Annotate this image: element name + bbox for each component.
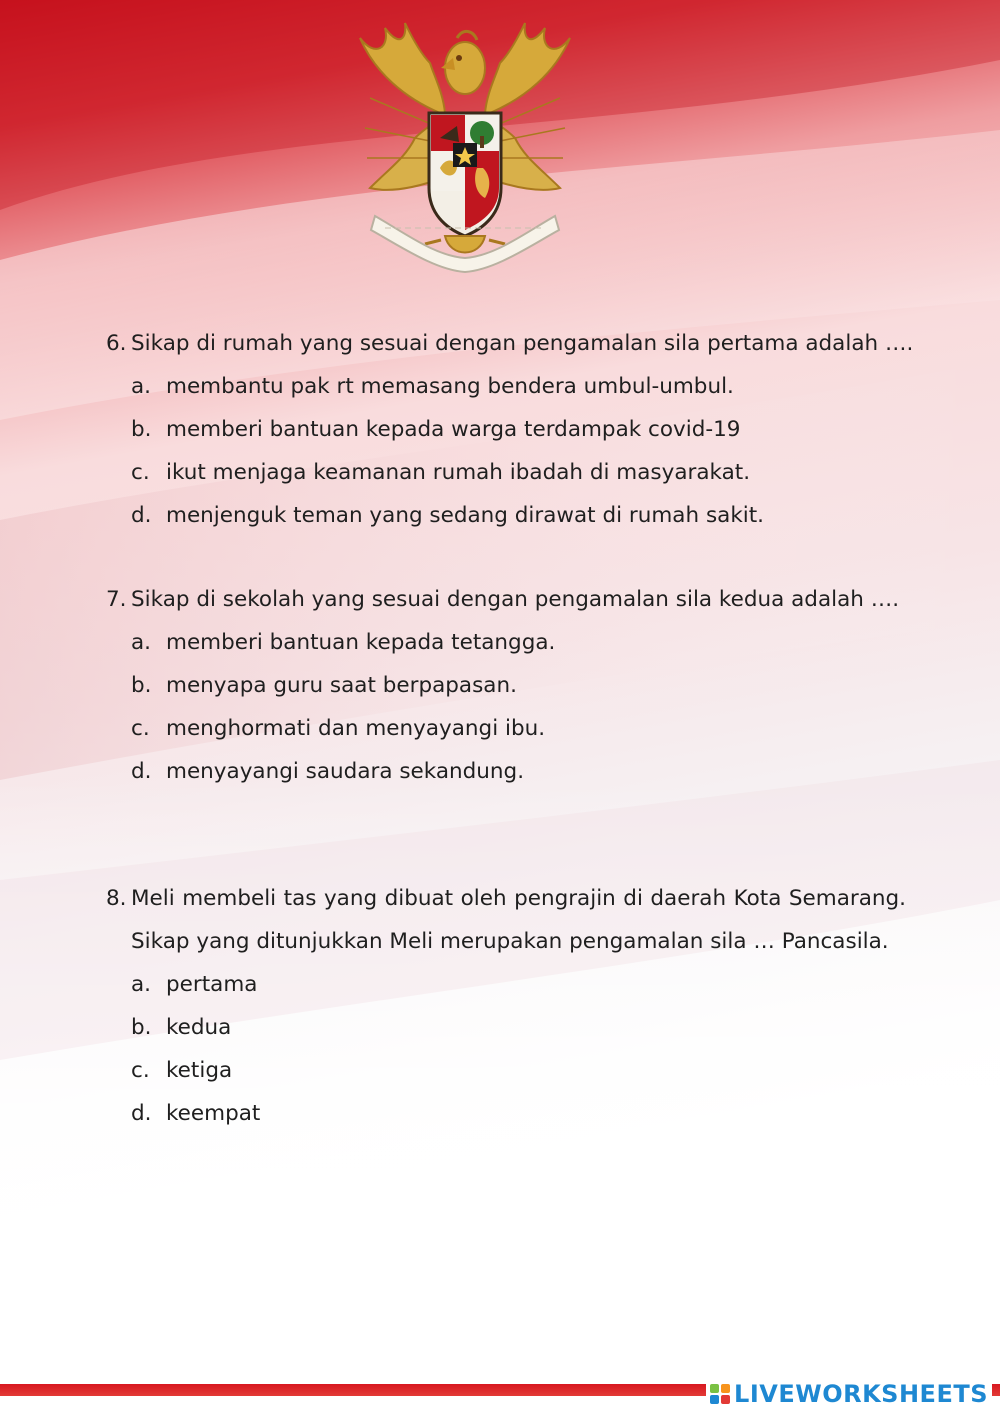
question-number: 7.	[106, 587, 127, 612]
answer-option-c[interactable]	[106, 451, 906, 494]
option-letter: d.	[131, 759, 152, 784]
question-text: Meli membeli tas yang dibuat oleh pengrajin di daerah Kota Semarang.	[131, 886, 906, 911]
question-number: 8.	[106, 886, 127, 911]
option-text: keempat	[166, 1101, 261, 1126]
option-text: menyapa guru saat berpapasan.	[166, 673, 517, 698]
option-text: menghormati dan menyayangi ibu.	[166, 716, 546, 741]
garuda-pancasila-emblem	[345, 18, 585, 283]
option-letter: d.	[131, 503, 152, 528]
answer-option-a[interactable]	[106, 963, 906, 1006]
question-3	[106, 877, 906, 1135]
question-2	[106, 578, 906, 793]
logo-square-blue-icon	[710, 1395, 719, 1404]
answer-option-b[interactable]	[106, 408, 906, 451]
option-text: menjenguk teman yang sedang dirawat di rumah sakit.	[166, 503, 765, 528]
option-letter: a.	[131, 630, 152, 655]
option-letter: c.	[131, 460, 150, 485]
logo-square-red-icon	[721, 1395, 730, 1404]
liveworksheets-logo	[706, 1379, 992, 1409]
option-letter: a.	[131, 374, 152, 399]
answer-option-c[interactable]	[106, 707, 906, 750]
question-text: Sikap di rumah yang sesuai dengan pengamalan sila pertama adalah ….	[131, 331, 914, 356]
liveworksheets-brand-text: LIVEWORKSHEETS	[734, 1380, 988, 1408]
answer-option-d[interactable]	[106, 1092, 906, 1135]
answer-option-c[interactable]	[106, 1049, 906, 1092]
question-list	[106, 322, 914, 1135]
answer-option-d[interactable]	[106, 750, 906, 793]
option-text: ketiga	[166, 1058, 233, 1083]
question-stem	[106, 877, 906, 920]
option-letter: c.	[131, 716, 150, 741]
option-text: ikut menjaga keamanan rumah ibadah di masyarakat.	[166, 460, 751, 485]
option-letter: c.	[131, 1058, 150, 1083]
shield	[429, 113, 501, 236]
option-letter: d.	[131, 1101, 152, 1126]
logo-square-green-icon	[710, 1384, 719, 1393]
question-text-continued: Sikap yang ditunjukkan Meli merupakan pengamalan sila … Pancasila.	[131, 929, 889, 954]
garuda-head	[441, 31, 485, 94]
option-text: membantu pak rt memasang bendera umbul-umbul.	[166, 374, 734, 399]
option-letter: a.	[131, 972, 152, 997]
logo-squares-icon	[710, 1384, 730, 1404]
option-letter: b.	[131, 673, 152, 698]
option-text: kedua	[166, 1015, 232, 1040]
logo-square-orange-icon	[721, 1384, 730, 1393]
option-letter: b.	[131, 417, 152, 442]
answer-option-b[interactable]	[106, 664, 906, 707]
option-text: menyayangi saudara sekandung.	[166, 759, 525, 784]
answer-option-b[interactable]	[106, 1006, 906, 1049]
question-text: Sikap di sekolah yang sesuai dengan pengamalan sila kedua adalah ….	[131, 587, 900, 612]
option-text: memberi bantuan kepada tetangga.	[166, 630, 556, 655]
question-1	[106, 322, 914, 537]
option-text: pertama	[166, 972, 258, 997]
answer-option-a[interactable]	[106, 621, 906, 664]
question-number: 6.	[106, 331, 127, 356]
question-stem	[106, 578, 906, 621]
question-stem	[106, 322, 914, 365]
option-letter: b.	[131, 1015, 152, 1040]
answer-option-d[interactable]	[106, 494, 906, 537]
option-text: memberi bantuan kepada warga terdampak covid-19	[166, 417, 741, 442]
answer-option-a[interactable]	[106, 365, 906, 408]
